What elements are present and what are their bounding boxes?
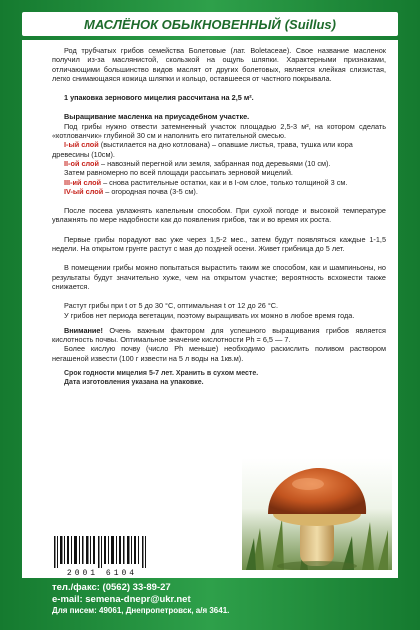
contact-info bbox=[52, 582, 392, 617]
layer-3-text: – снова растительные остатки, как и в I-ом слое, только толщиной 3 см. bbox=[101, 177, 348, 187]
intro-paragraph: Род трубчатых грибов семейства Болетовые (лат. Boletaceae). Свое название масленок получил из-за маслянистой, скользкой на ощупь шляпки. Характерными признаками, отличающими большинство видов маслят от других болетовых, является клейкая слизистая, легко снимающаяся кожица шляпки и кольцо, оставшееся от частного покрывала. bbox=[52, 46, 386, 83]
layer-4 bbox=[52, 187, 386, 196]
mushroom-illustration bbox=[242, 458, 392, 570]
barcode bbox=[52, 536, 152, 578]
email-address: e-mail: semena-dnepr@ukr.net bbox=[52, 593, 191, 605]
barcode-bars bbox=[52, 536, 152, 568]
layer-2-note: Затем равномерно по всей площади рассыпать зерновой мицелий. bbox=[64, 168, 293, 178]
growing-heading: Выращивание масленка на приусадебном участке. bbox=[64, 112, 250, 122]
shelf-life: Срок годности мицелия 5-7 лет. Хранить в сухом месте. bbox=[64, 370, 259, 378]
attention-label: Внимание! bbox=[64, 325, 103, 335]
attention-paragraph bbox=[52, 326, 386, 345]
manufacture-date: Дата изготовления указана на упаковке. bbox=[64, 379, 204, 387]
layer-1-text: (выстилается на дно котлована) – опавшие листья, трава, тушка или кора древесины (10см). bbox=[52, 140, 353, 159]
growing-intro: Под грибы нужно отвести затемненный участок площадью 2,5-3 м², на котором сделать «котлованчик» глубиной 30 см и наполнить его питательной смесью. bbox=[52, 121, 386, 141]
layer-3 bbox=[52, 178, 386, 187]
acid-note: Более кислую почву (число Ph меньше) необходимо раскислить поливом раствором негашеной извести (100 г извести на 5 л воды на 1кв.м). bbox=[52, 344, 386, 363]
barcode-number: 2001 6104 bbox=[52, 569, 152, 578]
temperature-line: Растут грибы при t от 5 до 30 °С, оптимальная t от 12 до 26 °С. bbox=[64, 301, 279, 311]
package-note: 1 упаковка зернового мицелия рассчитана на 2,5 м². bbox=[64, 93, 254, 103]
layer-3-label: III-ий слой bbox=[64, 177, 102, 187]
first-mushrooms-paragraph: Первые грибы порадуют вас уже через 1,5-2 мес., затем будут появляться каждые 1-1,5 недели. На открытом грунте растут с мая до поздней осени. Живет грибница до 5 лет. bbox=[52, 234, 386, 254]
phone-fax: тел./факс: (0562) 33-89-27 bbox=[52, 582, 171, 593]
layer-4-text: – огородная почва (3-5 см). bbox=[103, 186, 198, 196]
product-title bbox=[22, 12, 398, 36]
title-latin: (Suillus) bbox=[284, 16, 336, 32]
indoor-paragraph: В помещении грибы можно попытаться вырастить таким же способом, как и шампиньоны, но результаты будут значительно хуже, чем на открытом участке; вероятность всхожести также снижается. bbox=[52, 263, 386, 291]
layer-1 bbox=[52, 140, 386, 159]
layer-1-label: I-ый слой bbox=[64, 140, 99, 150]
layer-2-text: – навозный перегной или земля, забранная под деревьями (10 см). bbox=[99, 158, 331, 168]
postal-address: Для писем: 49061, Днепропетровск, а/я 3641. bbox=[52, 606, 230, 615]
layer-2 bbox=[52, 159, 386, 168]
layer-2-label: II-ой слой bbox=[64, 158, 99, 168]
mushroom-image bbox=[242, 458, 392, 570]
description-panel bbox=[22, 40, 398, 578]
after-sowing-paragraph: После посева увлажнять капельным способом. При сухой погоде и высокой температуре увлажнять по мере надобности как до появления грибов, так и во время их роста. bbox=[52, 206, 386, 225]
layer-4-label: IV-ый слой bbox=[64, 186, 104, 196]
season-line: У грибов нет периода вегетации, поэтому выращивать их можно в любое время года. bbox=[64, 310, 355, 320]
description-text bbox=[52, 40, 386, 387]
attention-text: Очень важным фактором для успешного выращивания грибов является кислотность почвы. Оптимальное значение кислотности Ph = 6,5 — 7. bbox=[52, 325, 386, 345]
title-main: МАСЛЁНОК ОБЫКНОВЕННЫЙ bbox=[84, 16, 281, 32]
